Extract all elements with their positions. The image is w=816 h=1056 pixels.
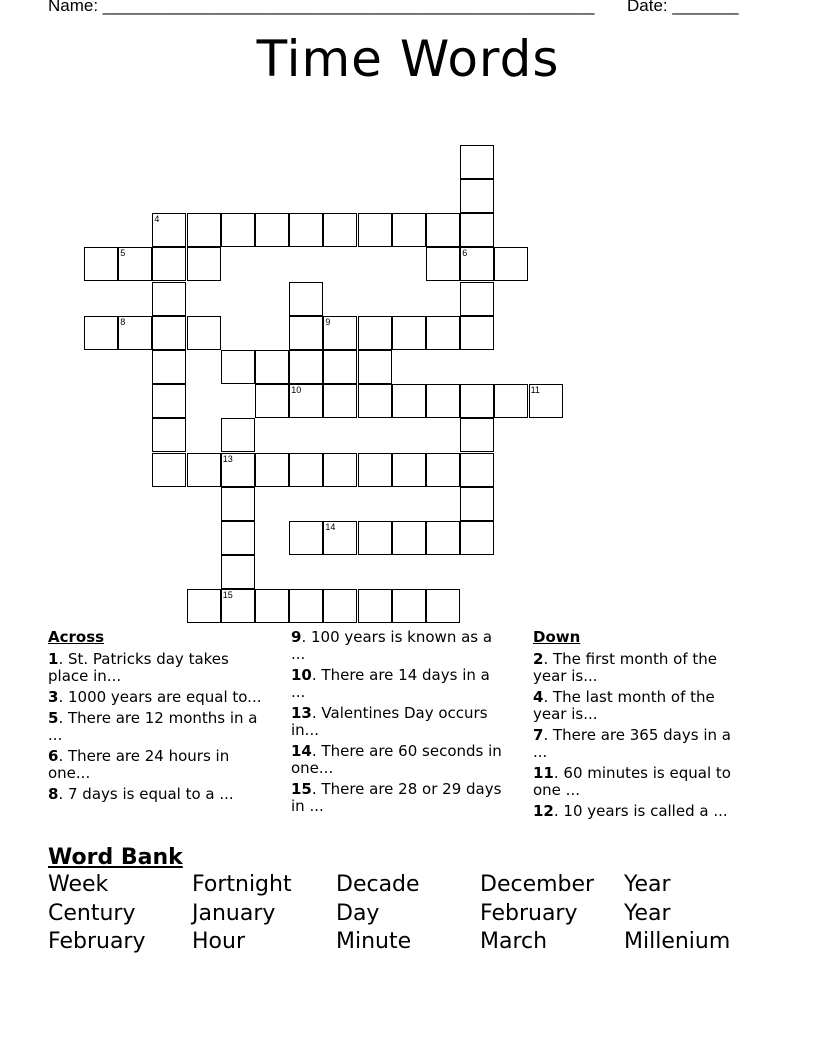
clue-across-3: 3. 1000 years are equal to... [48,688,262,706]
crossword-cell[interactable] [392,589,426,623]
across-clues-column-1 [48,629,263,807]
clue-across-10: 10. There are 14 days in a ... [291,666,490,701]
across-heading: Across [48,628,105,646]
crossword-cell[interactable] [221,213,255,247]
crossword-cell[interactable] [460,282,494,316]
clue-across-1: 1. St. Patricks day takes place in... [48,650,229,685]
word-bank-item: Century [48,901,136,926]
crossword-cell[interactable] [255,589,289,623]
crossword-cell[interactable] [289,213,323,247]
crossword-cell[interactable] [255,384,289,418]
crossword-cell[interactable] [460,247,494,281]
crossword-cell[interactable] [289,589,323,623]
word-bank-item: Minute [336,929,412,954]
crossword-cell[interactable] [323,384,357,418]
clue-number: 9 [325,316,331,327]
crossword-cell[interactable] [460,316,494,350]
crossword-cell[interactable] [255,213,289,247]
crossword-cell[interactable] [221,555,255,589]
crossword-cell[interactable] [289,282,323,316]
crossword-cell[interactable] [358,521,392,555]
page-title: Time Words [256,30,560,88]
crossword-cell[interactable] [494,247,528,281]
crossword-cell[interactable] [358,213,392,247]
crossword-cell[interactable] [152,350,186,384]
crossword-cell[interactable] [323,316,357,350]
word-bank-item: Millenium [624,929,731,954]
word-bank-title: Word Bank [48,845,183,870]
crossword-cell[interactable] [289,521,323,555]
crossword-cell[interactable] [460,487,494,521]
clue-down-2: 2. The first month of the year is... [533,650,718,685]
clue-across-9: 9. 100 years is known as a ... [291,628,493,663]
word-bank-item: Hour [192,929,245,954]
clue-number: 10 [291,385,302,396]
crossword-cell[interactable] [84,316,118,350]
down-heading: Down [533,628,581,646]
crossword-cell[interactable] [187,247,221,281]
word-bank-item: Decade [336,872,420,897]
crossword-cell[interactable] [221,487,255,521]
crossword-cell[interactable] [392,521,426,555]
clue-down-11: 11. 60 minutes is equal to one ... [533,764,731,799]
clue-across-15: 15. There are 28 or 29 days in ... [291,780,502,815]
crossword-cell[interactable] [323,350,357,384]
crossword-cell[interactable] [152,316,186,350]
crossword-cell[interactable] [426,213,460,247]
clue-number: 11 [530,385,540,396]
crossword-cell[interactable] [460,521,494,555]
word-bank-item: Year [624,872,671,897]
crossword-cell[interactable] [187,453,221,487]
word-bank-item: December [480,872,595,897]
word-bank-item: February [480,901,578,926]
clue-number: 6 [462,248,468,259]
crossword-cell[interactable] [323,453,357,487]
crossword-cell[interactable] [460,213,494,247]
crossword-cell[interactable] [118,247,152,281]
crossword-cell[interactable] [152,247,186,281]
crossword-cell[interactable] [289,453,323,487]
clue-number: 13 [222,453,233,464]
clue-down-4: 4. The last month of the year is... [533,688,715,723]
crossword-cell[interactable] [358,350,392,384]
clue-across-6: 6. There are 24 hours in one... [48,747,230,782]
crossword-cell[interactable] [221,453,255,487]
crossword-cell[interactable] [460,384,494,418]
crossword-cell[interactable] [426,316,460,350]
word-bank-item: January [192,901,276,926]
crossword-cell[interactable] [392,316,426,350]
clue-number: 5 [120,248,126,259]
clue-down-12: 12. 10 years is called a ... [533,802,728,820]
crossword-cell[interactable] [426,589,460,623]
crossword-cell[interactable] [323,213,357,247]
crossword-cell[interactable] [221,418,255,452]
clue-across-5: 5. There are 12 months in a ... [48,709,258,744]
crossword-cell[interactable] [460,145,494,179]
clue-across-14: 14. There are 60 seconds in one... [291,742,502,777]
crossword-cell[interactable] [289,350,323,384]
crossword-cell[interactable] [255,453,289,487]
crossword-cell[interactable] [152,453,186,487]
clue-number: 8 [120,316,126,327]
crossword-cell[interactable] [426,384,460,418]
date-field[interactable]: Date: _______ [627,0,739,15]
word-bank-item: Day [336,901,380,926]
crossword-cell[interactable] [426,247,460,281]
clue-across-13: 13. Valentines Day occurs in... [291,704,488,739]
crossword-cell[interactable] [529,384,563,418]
crossword-cell[interactable] [392,453,426,487]
crossword-cell[interactable] [392,213,426,247]
word-bank-item: Fortnight [192,872,292,897]
clue-down-7: 7. There are 365 days in a ... [533,726,731,761]
crossword-cell[interactable] [392,384,426,418]
crossword-cell[interactable] [460,179,494,213]
crossword-cell[interactable] [221,589,255,623]
crossword-cell[interactable] [289,316,323,350]
crossword-cell[interactable] [187,589,221,623]
crossword-cell[interactable] [187,316,221,350]
crossword-cell[interactable] [460,418,494,452]
crossword-cell[interactable] [426,521,460,555]
word-bank-item: Week [48,872,109,897]
word-bank-item: February [48,929,146,954]
crossword-cell[interactable] [358,453,392,487]
crossword-cell[interactable] [358,589,392,623]
crossword-cell[interactable] [494,384,528,418]
crossword-cell[interactable] [289,384,323,418]
crossword-cell[interactable] [152,213,186,247]
across-clues-column-2 [291,629,506,819]
crossword-cell[interactable] [426,453,460,487]
word-bank-item: March [480,929,548,954]
clue-number: 15 [222,590,233,601]
crossword-cell[interactable] [221,521,255,555]
clue-across-8: 8. 7 days is equal to a ... [48,785,234,803]
crossword-cell[interactable] [118,316,152,350]
word-bank-item: Year [624,901,671,926]
clue-number: 4 [154,214,160,225]
crossword-cell[interactable] [358,384,392,418]
name-field[interactable]: Name: ____________________________________________________ [48,0,595,15]
down-clues-column [533,629,748,824]
crossword-cell[interactable] [187,213,221,247]
crossword-cell[interactable] [358,316,392,350]
crossword-cell[interactable] [323,521,357,555]
crossword-cell[interactable] [323,589,357,623]
clue-number: 14 [325,522,336,532]
crossword-cell[interactable] [255,350,289,384]
crossword-cell[interactable] [152,282,186,316]
crossword-cell[interactable] [152,384,186,418]
crossword-cell[interactable] [152,418,186,452]
crossword-cell[interactable] [221,350,255,384]
crossword-cell[interactable] [84,247,118,281]
crossword-cell[interactable] [460,453,494,487]
